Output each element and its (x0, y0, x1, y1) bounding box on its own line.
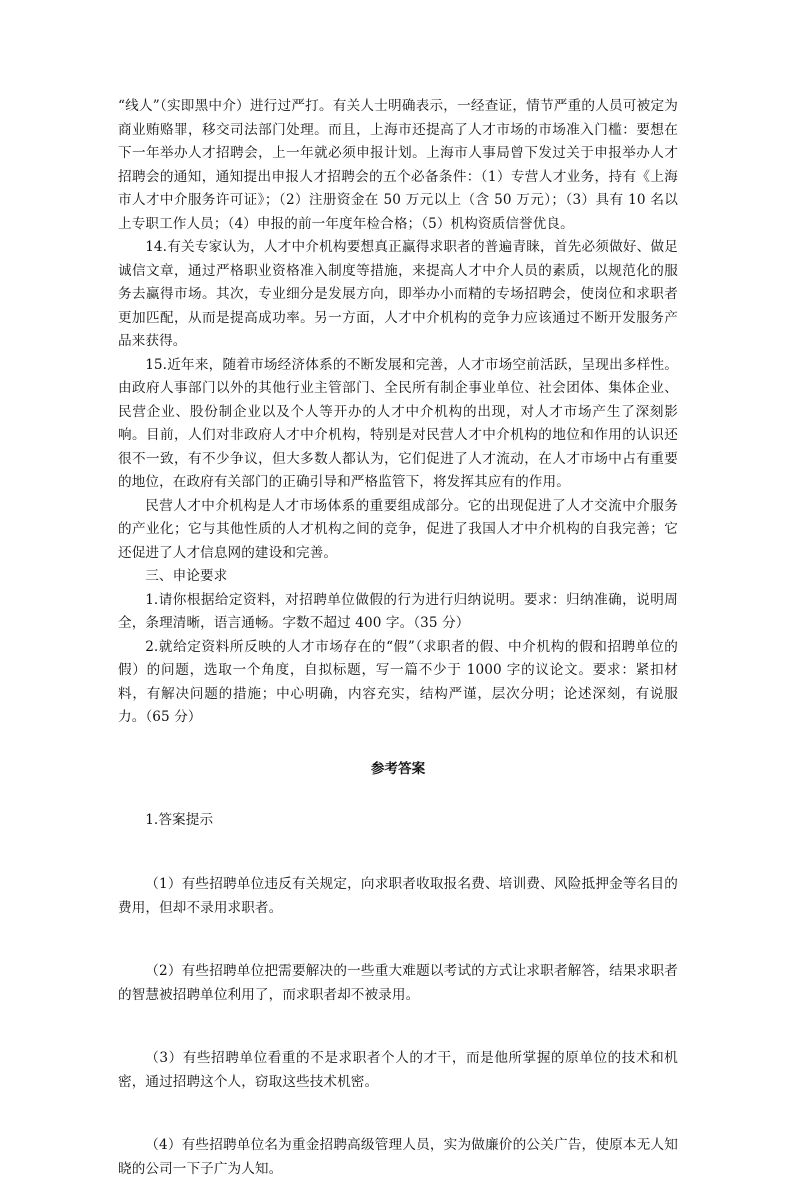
paragraph-14: 14.有关专家认为，人才中介机构要想真正赢得求职者的普遍青睐，首先必须做好、做足诚信文章，通过严格职业资格准入制度等措施，来提高人才中介人员的素质，以规范化的服务去赢得市场。其次，专业细分是发展方向，即举办小而精的专场招聘会，使岗位和求职者更加匹配，从而是提高成功率。另一方面，人才中介机构的竞争力应该通过不断开发服务产品来获得。 (118, 239, 678, 349)
section-heading-requirements: 三、申论要求 (145, 568, 228, 584)
requirement-2: 2.就给定资料所反映的人才市场存在的“假”（求职者的假、中介机构的假和招聘单位的假）的问题，选取一个角度，自拟标题，写一篇不少于 1000 字的议论文。要求：紧扣材料，有解决问题的措施；中心明确，内容充实，结构严谨，层次分明；论述深刻，有说服力。（65 分） (118, 638, 678, 725)
paragraph-intro: “线人”（实即黑中介）进行过严打。有关人士明确表示，一经查证，情节严重的人员可被定为商业贿赂罪，移交司法部门处理。而且，上海市还提高了人才市场的市场准入门槛：要想在下一年举办人才招聘会，上一年就必须申报计划。上海市人事局曾下发过关于申报举办人才招聘会的通知，通知提出申报人才招聘会的五个必备条件：（1）专营人才业务，持有《上海市人才中介服务许可证》；（2）注册资金在 50 万元以上（含 50 万元）；（3）具有 10 名以上专职工作人员；（4）申报的前一年度年检合格；（5）机构资质信誉优良。 (118, 98, 678, 232)
paragraph-15: 15.近年来，随着市场经济体系的不断发展和完善，人才市场空前活跃，呈现出多样性。由政府人事部门以外的其他行业主管部门、全民所有制企事业单位、社会团体、集体企业、民营企业、股份制企业以及个人等开办的人才中介机构的出现，对人才市场产生了深刻影响。目前，人们对非政府人才中介机构，特别是对民营人才中介机构的地位和作用的认识还很不一致，有不少争议，但大多数人都认为，它们促进了人才流动，在人才市场中占有重要的地位，在政府有关部门的正确引导和严格监管下，将发挥其应有的作用。 (118, 356, 678, 490)
document-page (118, 95, 678, 1181)
answer-item-4: （4）有些招聘单位名为重金招聘高级管理人员，实为做廉价的公关广告，使原本无人知晓的公司一下子广为人知。 (118, 1137, 678, 1177)
paragraph-private-agencies: 民营人才中介机构是人才市场体系的重要组成部分。它的出现促进了人才交流中介服务的产业化；它与其他性质的人才机构之间的竞争，促进了我国人才中介机构的自我完善；它还促进了人才信息网的建设和完善。 (118, 497, 678, 561)
answer-item-3: （3）有些招聘单位看重的不是求职者个人的才干，而是他所掌握的原单位的技术和机密，通过招聘这个人，窃取这些技术机密。 (118, 1050, 678, 1090)
answer-title: 参考答案 (370, 760, 426, 777)
answer-hint: 1.答案提示 (145, 811, 214, 828)
answer-item-2: （2）有些招聘单位把需要解决的一些重大难题以考试的方式让求职者解答，结果求职者的智慧被招聘单位利用了，而求职者却不被录用。 (118, 963, 678, 1003)
answer-item-1: （1）有些招聘单位违反有关规定，向求职者收取报名费、培训费、风险抵押金等名目的费用，但却不录用求职者。 (118, 876, 678, 916)
requirement-1: 1.请你根据给定资料，对招聘单位做假的行为进行归纳说明。要求：归纳准确，说明周全，条理清晰，语言通畅。字数不超过 400 字。（35 分） (118, 591, 678, 631)
